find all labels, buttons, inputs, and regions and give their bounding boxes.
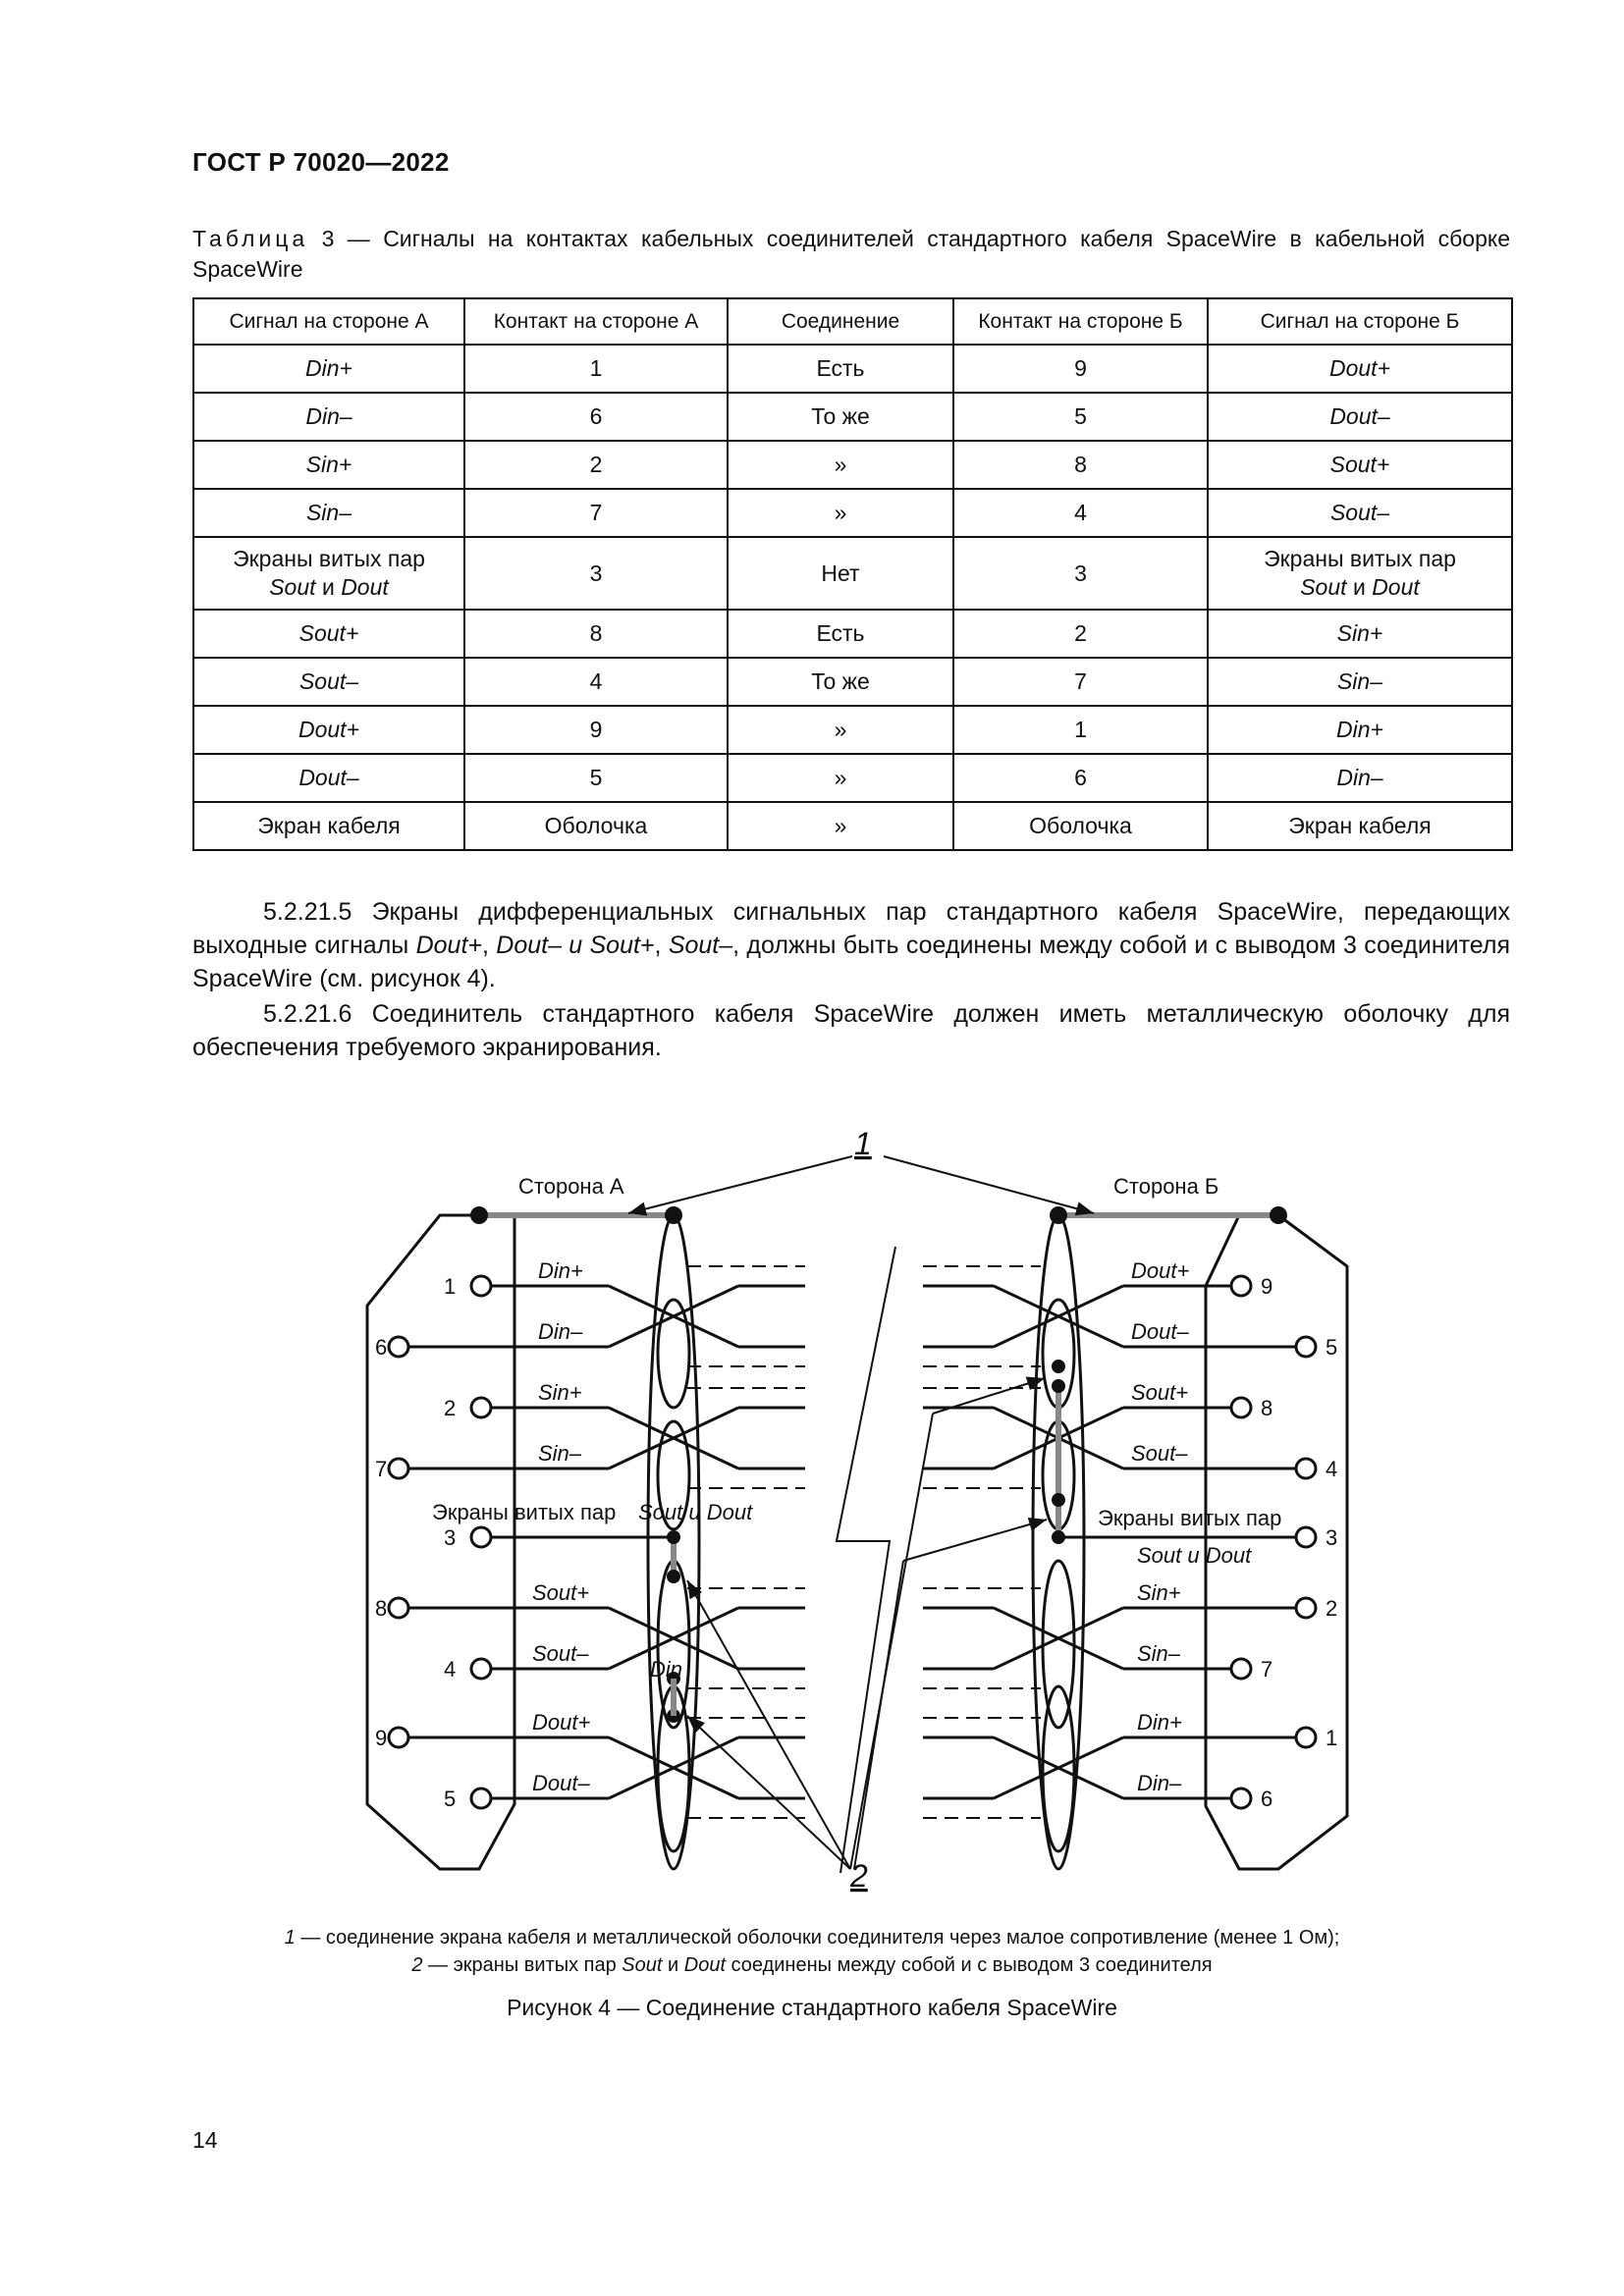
pin-b-3 [1296, 1527, 1316, 1547]
cell-contact-b: 7 [953, 658, 1208, 706]
table-row [193, 489, 1512, 537]
paragraph-5-2-21-6 [192, 997, 1510, 1064]
table-row [193, 802, 1512, 850]
pin-b-2 [1296, 1598, 1316, 1618]
signal-label-a: Sout+ [532, 1580, 590, 1605]
cell-signal-a: Dout+ [193, 706, 464, 754]
header-connection: Соединение [728, 298, 953, 345]
cell-signal-a [193, 537, 464, 610]
pin-number-a: 7 [375, 1457, 388, 1481]
shield-node-b-outer [1270, 1206, 1287, 1224]
shield-label-b: Экраны витых пар [1264, 546, 1456, 571]
signal-label-a: Sin+ [538, 1380, 582, 1405]
pin-a-5 [471, 1789, 491, 1808]
cell-contact-b: 9 [953, 345, 1208, 393]
cell-connection: » [728, 489, 953, 537]
connector-housing-a [367, 1215, 514, 1869]
para1-sig-1: Dout+ [415, 932, 482, 959]
signal-label-a: Dout+ [532, 1710, 591, 1735]
para1-comma-2: , [654, 932, 669, 959]
cell-contact-b: 5 [953, 393, 1208, 441]
pin-b-8 [1231, 1398, 1251, 1417]
shield-label-a: Экраны витых пар [233, 546, 425, 571]
signal-label-b: Sin+ [1137, 1580, 1181, 1605]
cell-signal-a: Sin+ [193, 441, 464, 489]
cell-connection: То же [728, 658, 953, 706]
shield-label-b: Экраны витых пар [1098, 1506, 1282, 1530]
table-row [193, 345, 1512, 393]
cell-signal-b: Sout+ [1208, 441, 1512, 489]
table-row [193, 393, 1512, 441]
pin-b-6 [1231, 1789, 1251, 1808]
cell-contact-a: 2 [464, 441, 728, 489]
header-signal-a: Сигнал на стороне А [193, 298, 464, 345]
signal-label-b: Dout– [1131, 1319, 1189, 1344]
cell-signal-a: Sout+ [193, 610, 464, 658]
shield-sub-a1: Sout [269, 574, 316, 600]
signal-label-b: Din+ [1137, 1710, 1182, 1735]
signal-label-a: Din+ [538, 1258, 583, 1283]
shield-node-b [1052, 1530, 1065, 1544]
table-row [193, 537, 1512, 610]
shield-node-b [1052, 1379, 1065, 1393]
pin-a-1 [471, 1276, 491, 1296]
cell-contact-a: 6 [464, 393, 728, 441]
table-caption [192, 224, 1510, 285]
pin-b-9 [1231, 1276, 1251, 1296]
pin-number-a: 1 [444, 1274, 457, 1299]
cell-contact-b: 8 [953, 441, 1208, 489]
cell-contact-b: 3 [953, 537, 1208, 610]
cell-connection: » [728, 754, 953, 802]
cell-connection: » [728, 706, 953, 754]
cell-signal-b: Dout– [1208, 393, 1512, 441]
shield-sub-b: Sout и Dout [1137, 1543, 1252, 1568]
shield-node-a-outer [470, 1206, 488, 1224]
side-a-label: Сторона А [518, 1174, 624, 1199]
cell-signal-b: Sin– [1208, 658, 1512, 706]
side-b-label: Сторона Б [1113, 1174, 1219, 1199]
para1-text-a: 5.2.21.5 Экраны дифференциальных сигнальных пар стандартного кабеля SpaceWire, передающих выходные сигналы [192, 898, 1510, 959]
header-signal-b: Сигнал на стороне Б [1208, 298, 1512, 345]
shield-sub-b1: Sout [1300, 574, 1347, 600]
cell-contact-b: Оболочка [953, 802, 1208, 850]
para2-text: 5.2.21.6 Соединитель стандартного кабеля SpaceWire должен иметь металлическую оболочку для обеспечения требуемого экранирования. [192, 1000, 1510, 1061]
legend-1-num: 1 [284, 1927, 296, 1949]
callout-2-arrow-3 [850, 1414, 933, 1869]
cell-connection: Есть [728, 610, 953, 658]
legend-2-text-c: соединены между собой и с выводом 3 соединителя [726, 1954, 1213, 1976]
stray-signal-label: Din [650, 1657, 683, 1682]
cell-signal-b: Sin+ [1208, 610, 1512, 658]
signal-label-a: Dout– [532, 1771, 590, 1795]
shield-sub-a2: Dout [341, 574, 389, 600]
cell-connection: » [728, 802, 953, 850]
legend-2-sig-2: Dout [683, 1954, 726, 1976]
cell-contact-a: 7 [464, 489, 728, 537]
cell-signal-b: Экран кабеля [1208, 802, 1512, 850]
signal-label-b: Sout– [1131, 1441, 1188, 1466]
cell-signal-a: Sout– [193, 658, 464, 706]
cell-contact-a: Оболочка [464, 802, 728, 850]
pin-a-3 [471, 1527, 491, 1547]
callout-2-arrow-1 [687, 1580, 850, 1869]
cell-connection: » [728, 441, 953, 489]
pin-a-8 [389, 1598, 408, 1618]
shield-node-a [667, 1530, 680, 1544]
legend-2-sig-1: Sout [622, 1954, 663, 1976]
cell-contact-a: 5 [464, 754, 728, 802]
shield-node-a [667, 1570, 680, 1583]
para1-sig-3: Sout– [668, 932, 733, 959]
para1-sig-2: Dout– и Sout+ [496, 932, 655, 959]
table-row [193, 754, 1512, 802]
pin-b-5 [1296, 1337, 1316, 1357]
signal-label-b: Din– [1137, 1771, 1182, 1795]
pin-a-4 [471, 1659, 491, 1679]
pin-number-a: 8 [375, 1596, 388, 1621]
signal-label-a: Din– [538, 1319, 583, 1344]
para1-text-b: , должны быть соединены между собой и с выводом 3 соединителя SpaceWire (см. рисунок 4). [192, 932, 1510, 992]
signal-table [192, 297, 1513, 851]
shield-sub-b-conj: и [1352, 574, 1366, 600]
cell-signal-a: Din+ [193, 345, 464, 393]
callout-1-arrow-b [884, 1156, 1094, 1213]
pin-number-b: 7 [1261, 1657, 1273, 1682]
shield-sub-a-conj: и [321, 574, 335, 600]
cell-signal-b: Dout+ [1208, 345, 1512, 393]
cell-connection: То же [728, 393, 953, 441]
table-header-row [193, 298, 1512, 345]
table-row [193, 441, 1512, 489]
shield-sub-a: Sout и Dout [638, 1500, 753, 1524]
cell-signal-a: Din– [193, 393, 464, 441]
table-row [193, 658, 1512, 706]
shield-node-b [1052, 1493, 1065, 1507]
table-caption-text: 3 — Сигналы на контактах кабельных соединителей стандартного кабеля SpaceWire в кабельной сборке SpaceWire [192, 226, 1510, 282]
cell-signal-a: Экран кабеля [193, 802, 464, 850]
cell-contact-b: 4 [953, 489, 1208, 537]
pin-a-7 [389, 1459, 408, 1478]
figure-title: Рисунок 4 — Соединение стандартного кабеля SpaceWire [507, 1995, 1117, 2020]
pin-number-a: 3 [444, 1525, 457, 1550]
callout-label-2: 2 [850, 1858, 868, 1894]
pin-number-a: 4 [444, 1657, 457, 1682]
table-row [193, 610, 1512, 658]
para1-comma-1: , [482, 932, 497, 959]
cell-contact-a: 3 [464, 537, 728, 610]
cell-connection: Нет [728, 537, 953, 610]
pin-b-4 [1296, 1459, 1316, 1478]
cell-connection: Есть [728, 345, 953, 393]
cell-signal-b [1208, 537, 1512, 610]
pin-number-a: 6 [375, 1335, 388, 1360]
legend-2-text-b: и [662, 1954, 684, 1976]
table-caption-label: Таблица [192, 226, 309, 251]
pin-number-b: 2 [1326, 1596, 1338, 1621]
pin-number-b: 6 [1261, 1787, 1273, 1811]
document-id: ГОСТ Р 70020—2022 [192, 147, 450, 177]
cell-signal-b: Sout– [1208, 489, 1512, 537]
pin-b-1 [1296, 1728, 1316, 1747]
signal-label-b: Dout+ [1131, 1258, 1190, 1283]
pin-number-b: 1 [1326, 1726, 1338, 1750]
callout-2-arrow-4b [903, 1520, 1047, 1561]
pin-number-a: 5 [444, 1787, 457, 1811]
wiring-diagram [0, 1099, 1624, 1914]
signal-label-a: Sin– [538, 1441, 582, 1466]
cell-signal-a: Sin– [193, 489, 464, 537]
cell-signal-b: Din– [1208, 754, 1512, 802]
cell-contact-a: 9 [464, 706, 728, 754]
pin-number-b: 9 [1261, 1274, 1273, 1299]
pin-number-a: 2 [444, 1396, 457, 1420]
pin-number-b: 3 [1326, 1525, 1338, 1550]
cell-signal-a: Dout– [193, 754, 464, 802]
pin-number-a: 9 [375, 1726, 388, 1750]
paragraph-5-2-21-5 [192, 895, 1510, 995]
cell-signal-b: Din+ [1208, 706, 1512, 754]
table-row [193, 706, 1512, 754]
signal-label-a: Sout– [532, 1641, 589, 1666]
page-number: 14 [192, 2127, 218, 2153]
pin-a-2 [471, 1398, 491, 1417]
legend-1-text: — соединение экрана кабеля и металлической оболочки соединителя через малое сопротивление (менее 1 Ом); [295, 1927, 1340, 1949]
pin-a-6 [389, 1337, 408, 1357]
callout-1-arrow-a [628, 1156, 852, 1213]
pin-a-9 [389, 1728, 408, 1747]
shield-node-b [1052, 1360, 1065, 1373]
cell-contact-a: 1 [464, 345, 728, 393]
cell-contact-a: 4 [464, 658, 728, 706]
legend-item-2 [0, 1951, 1624, 1980]
cell-contact-b: 2 [953, 610, 1208, 658]
pin-number-b: 4 [1326, 1457, 1338, 1481]
signal-label-b: Sout+ [1131, 1380, 1189, 1405]
shield-label-a: Экраны витых пар [432, 1500, 617, 1524]
callout-2-arrow-4 [854, 1561, 903, 1869]
cell-contact-a: 8 [464, 610, 728, 658]
cell-contact-b: 6 [953, 754, 1208, 802]
header-contact-b: Контакт на стороне Б [953, 298, 1208, 345]
header-contact-a: Контакт на стороне А [464, 298, 728, 345]
shield-sub-b2: Dout [1372, 574, 1420, 600]
pin-b-7 [1231, 1659, 1251, 1679]
legend-2-text-a: — экраны витых пар [422, 1954, 623, 1976]
pin-number-b: 8 [1261, 1396, 1273, 1420]
signal-label-b: Sin– [1137, 1641, 1181, 1666]
legend-2-num: 2 [411, 1954, 423, 1976]
legend-item-1 [0, 1924, 1624, 1952]
cell-contact-b: 1 [953, 706, 1208, 754]
callout-label-1: 1 [854, 1126, 872, 1161]
pin-number-b: 5 [1326, 1335, 1338, 1360]
